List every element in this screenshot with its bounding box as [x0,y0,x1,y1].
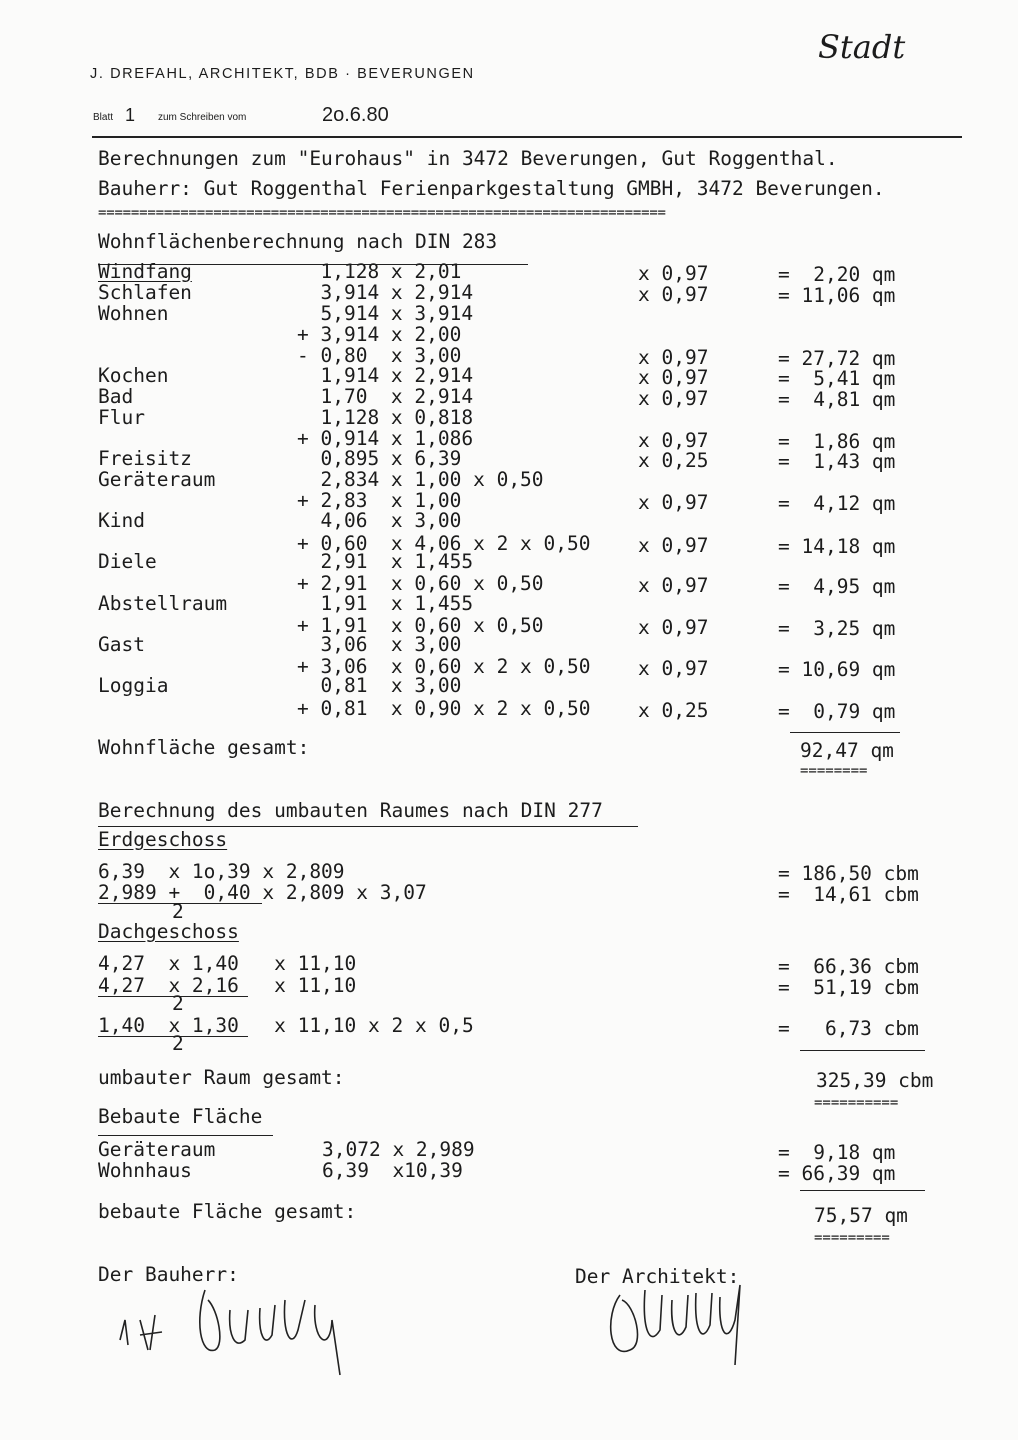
row-formula: + 2,83 x 1,00 [297,489,462,512]
sum-line [800,1050,925,1051]
row-formula: 2,91 x 1,455 [297,550,474,573]
dachgeschoss-label: Dachgeschoss [98,920,239,943]
row-factor: x 0,97 [638,262,709,285]
bf-label-2: Wohnhaus [98,1159,192,1182]
total-rule: ========== [814,1095,899,1111]
row-result: = 3,25 qm [778,617,896,640]
row-label: Kochen [98,364,169,387]
title-line-1: Berechnungen zum "Eurohaus" in 3472 Beverungen, Gut Roggenthal. [98,147,838,170]
eg-result-1: = 186,50 cbm [778,862,919,885]
bf-formula-2: 6,39 x10,39 [322,1159,463,1182]
row-factor: x 0,97 [638,283,709,306]
row-formula: 1,91 x 1,455 [297,592,474,615]
total-rule: ========= [814,1230,890,1246]
bf-result-2: = 66,39 qm [778,1162,896,1185]
row-label: Freisitz [98,447,192,470]
dg-formula-1: 4,27 x 1,40 x 11,10 [98,952,357,975]
bebaute-flaeche-heading: Bebaute Fläche [98,1105,263,1128]
row-formula: 5,914 x 3,914 [297,302,474,325]
row-label: Schlafen [98,281,192,304]
row-formula: + 1,91 x 0,60 x 0,50 [297,614,544,637]
architekt-label: Der Architekt: [575,1265,740,1288]
bauherr-signature [100,1280,360,1380]
dg-result-1: = 66,36 cbm [778,955,919,978]
wohnflaeche-total: 92,47 qm [800,739,894,762]
bebaute-flaeche-total-label: bebaute Fläche gesamt: [98,1200,357,1223]
blatt-label: Blatt [93,112,114,123]
row-label: Gast [98,633,145,656]
row-formula: 1,128 x 2,01 [297,260,462,283]
row-label: Bad [98,385,134,408]
row-factor: x 0,97 [638,366,709,389]
dg-divisor: 2 [172,1032,184,1055]
row-result: = 2,20 qm [778,263,896,286]
row-result: = 10,69 qm [778,658,896,681]
row-result: = 4,81 qm [778,388,896,411]
total-rule: ======== [800,763,868,779]
row-formula: - 0,80 x 3,00 [297,344,462,367]
row-formula: 3,06 x 3,00 [297,633,462,656]
row-label: Loggia [98,674,169,697]
row-result: = 5,41 qm [778,367,896,390]
dg-formula-3: 1,40 x 1,30 x 11,10 x 2 x 0,5 [98,1014,474,1037]
row-factor: x 0,25 [638,449,709,472]
eg-result-2: = 14,61 cbm [778,883,919,906]
bauherr-label: Der Bauherr: [98,1263,239,1286]
dg-result-3: = 6,73 cbm [778,1017,919,1040]
erdgeschoss-label: Erdgeschoss [98,828,228,851]
row-formula: 1,914 x 2,914 [297,364,474,387]
row-formula: + 3,06 x 0,60 x 2 x 0,50 [297,655,591,678]
bebaute-flaeche-total: 75,57 qm [814,1204,908,1227]
wohnflaeche-heading: Wohnflächenberechnung nach DIN 283 [98,230,498,253]
dg-result-2: = 51,19 cbm [778,976,919,999]
row-label: Kind [98,509,145,532]
row-formula: 3,914 x 2,914 [297,281,474,304]
row-formula: 1,70 x 2,914 [297,385,474,408]
row-formula: + 0,914 x 1,086 [297,427,474,450]
blatt-number: 1 [125,105,136,125]
row-formula: + 2,91 x 0,60 x 0,50 [297,572,544,595]
row-result: = 4,12 qm [778,492,896,515]
row-formula: 0,81 x 3,00 [297,674,462,697]
eg-divisor: 2 [172,900,184,923]
row-factor: x 0,97 [638,387,709,410]
row-label: Flur [98,406,145,429]
row-result: = 1,86 qm [778,430,896,453]
umbauter-raum-total-label: umbauter Raum gesamt: [98,1066,345,1089]
bf-result-1: = 9,18 qm [778,1141,896,1164]
row-factor: x 0,97 [638,616,709,639]
row-factor: x 0,97 [638,534,709,557]
row-factor: x 0,97 [638,657,709,680]
row-factor: x 0,97 [638,574,709,597]
sum-line [800,1190,925,1191]
title-line-2: Bauherr: Gut Roggenthal Ferienparkgestaltung GMBH, 3472 Beverungen. [98,177,885,200]
row-result: = 1,43 qm [778,450,896,473]
row-label: Diele [98,550,157,573]
row-formula: + 0,60 x 4,06 x 2 x 0,50 [297,532,591,555]
row-result: = 4,95 qm [778,575,896,598]
dg-formula-2: 4,27 x 2,16 x 11,10 [98,974,357,997]
row-formula: + 3,914 x 2,00 [297,323,462,346]
sum-line [790,732,900,733]
eg-formula-1: 6,39 x 1o,39 x 2,809 [98,860,345,883]
dg-divisor: 2 [172,992,184,1015]
row-result: = 0,79 qm [778,700,896,723]
architekt-signature [590,1275,760,1375]
row-formula: 2,834 x 1,00 x 0,50 [297,468,544,491]
umbauter-raum-total: 325,39 cbm [816,1069,934,1092]
row-result: = 11,06 qm [778,284,896,307]
title-rule: ===================================================================== [98,205,666,221]
eg-formula-2: 2,989 + 0,40 x 2,809 x 3,07 [98,881,427,904]
row-result: = 14,18 qm [778,535,896,558]
row-label: Windfang [98,260,192,283]
row-formula: 1,128 x 0,818 [297,406,474,429]
divider [98,1135,273,1136]
row-label: Abstellraum [98,592,228,615]
letter-date: 2o.6.80 [322,104,389,126]
row-formula: 4,06 x 3,00 [297,509,462,532]
row-factor: x 0,97 [638,491,709,514]
handwritten-note: Stadt [818,28,906,66]
row-factor: x 0,97 [638,346,709,369]
row-factor: x 0,25 [638,699,709,722]
letterhead-firm: J. DREFAHL, ARCHITEKT, BDB · BEVERUNGEN [90,66,475,82]
row-label: Wohnen [98,302,169,325]
divider [98,826,638,827]
divider [92,136,962,138]
row-factor: x 0,97 [638,429,709,452]
wohnflaeche-total-label: Wohnfläche gesamt: [98,736,310,759]
bf-label-1: Geräteraum [98,1138,216,1161]
row-label: Geräteraum [98,468,216,491]
bf-formula-1: 3,072 x 2,989 [322,1138,475,1161]
row-formula: 0,895 x 6,39 [297,447,462,470]
row-formula: + 0,81 x 0,90 x 2 x 0,50 [297,697,591,720]
row-result: = 27,72 qm [778,347,896,370]
schreiben-label: zum Schreiben vom [158,112,247,123]
umbauter-raum-heading: Berechnung des umbauten Raumes nach DIN 277 [98,799,603,822]
